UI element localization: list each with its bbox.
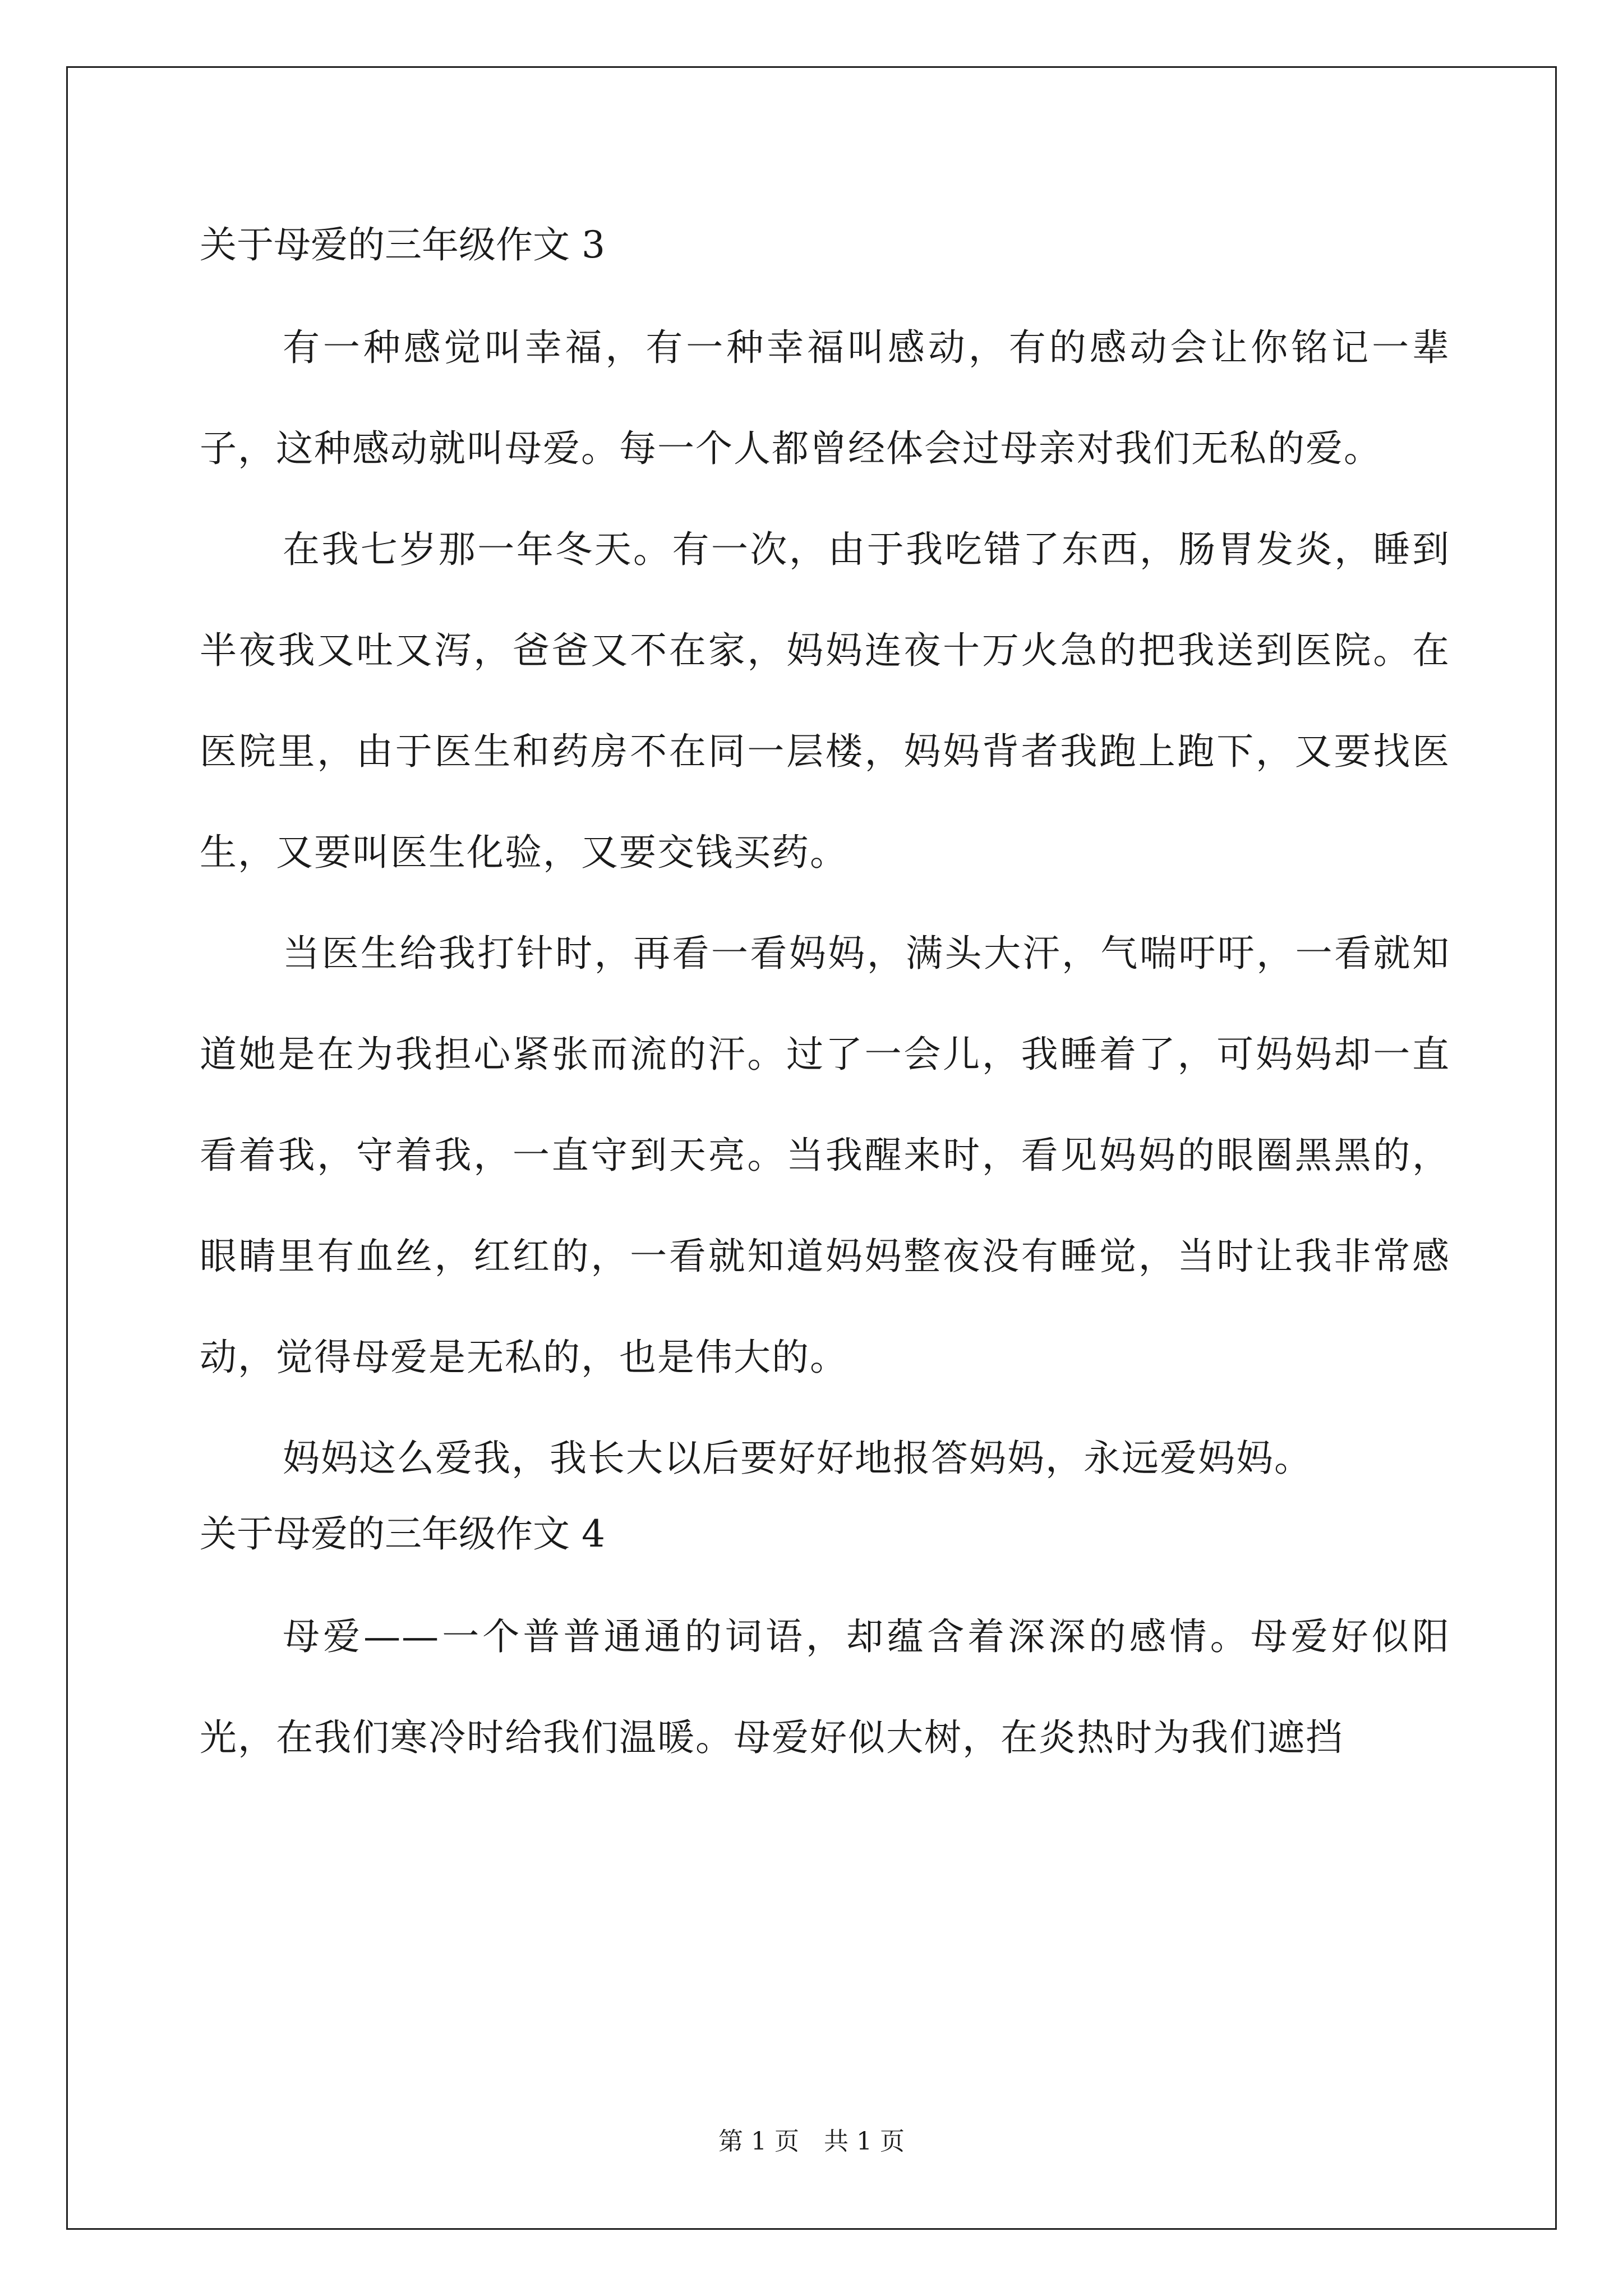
page-footer: 第 1 页 共 1 页 — [718, 2127, 905, 2156]
essay-3-paragraph-3: 当医生给我打针时，再看一看妈妈，满头大汗，气喘吁吁，一看就知道她是在为我担心紧张而流的汗。过了一会儿，我睡着了，可妈妈却一直看着我，守着我，一直守到天亮。当我醒来时，看见妈妈的眼圈黑黑的，眼睛里有血丝，红红的，一看就知道妈妈整夜没有睡觉，当时让我非常感动，觉得母爱是无私的，也是伟大的。 — [200, 932, 1450, 1379]
essay-3-paragraph-4: 妈妈这么爱我，我长大以后要好好地报答妈妈，永远爱妈妈。 — [283, 1437, 1312, 1480]
essay-3-paragraph-2: 在我七岁那一年冬天。有一次，由于我吃错了东西，肠胃发炎，睡到半夜我又吐又泻，爸爸又不在家，妈妈连夜十万火急的把我送到医院。在医院里，由于医生和药房不在同一层楼，妈妈背者我跑上跑下，又要找医生，又要叫医生化验，又要交钱买药。 — [200, 528, 1450, 874]
essay-4-paragraph-1: 母爱——一个普普通通的词语，却蕴含着深深的感情。母爱好似阳光，在我们寒冷时给我们温暖。母爱好似大树，在炎热时为我们遮挡 — [200, 1615, 1450, 1759]
document-body — [200, 220, 1450, 1788]
essay-4-title: 关于母爱的三年级作文 4 — [200, 1512, 605, 1556]
essay-3-title: 关于母爱的三年级作文 3 — [200, 223, 605, 266]
essay-3-paragraph-1: 有一种感觉叫幸福，有一种幸福叫感动，有的感动会让你铭记一辈子，这种感动就叫母爱。每一个人都曾经体会过母亲对我们无私的爱。 — [200, 326, 1450, 470]
